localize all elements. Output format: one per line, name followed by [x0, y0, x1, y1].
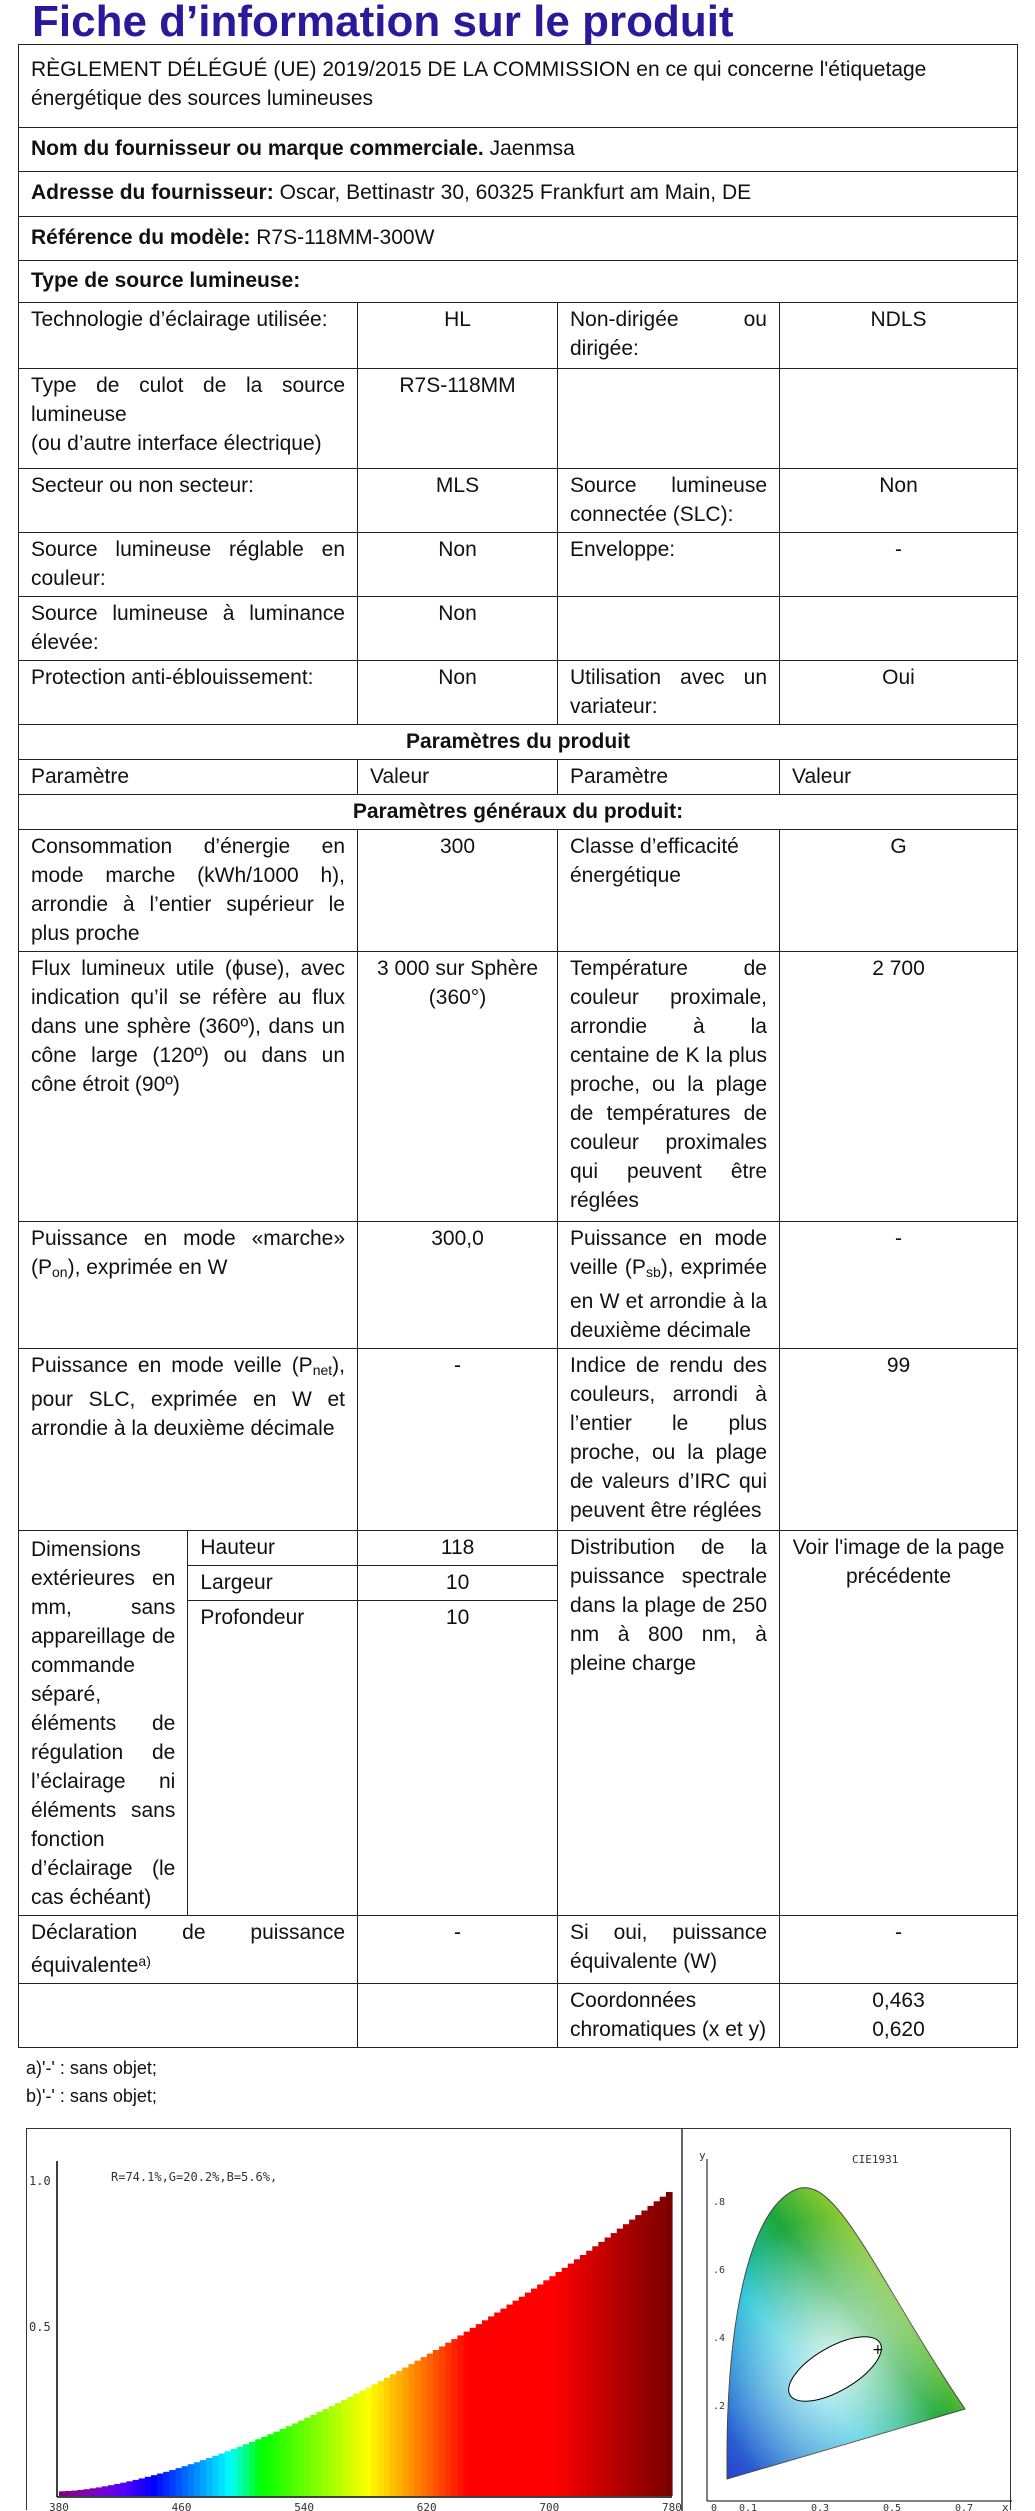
- address-value: Oscar, Bettinastr 30, 60325 Frankfurt am Main, DE: [279, 181, 752, 204]
- spectrum-bar: [249, 2442, 256, 2496]
- p-sb-value: -: [780, 1222, 1018, 1349]
- cie-x-tick: 0: [711, 2503, 718, 2511]
- spectrum-x-tick: 380: [49, 2501, 69, 2511]
- spectrum-bar: [586, 2251, 593, 2496]
- p-sb-label-a: Puissance en mode veille (P: [570, 1227, 767, 1279]
- dimensions-cell: [19, 1531, 558, 1916]
- cap-row: [19, 369, 1018, 469]
- spectrum-bar: [457, 2335, 464, 2496]
- spectrum-bar: [666, 2192, 673, 2496]
- spectrum-bar: [433, 2350, 440, 2496]
- spectrum-bar: [298, 2421, 305, 2496]
- spectrum-bar: [464, 2332, 471, 2496]
- cie-x-tick: 0.1: [739, 2503, 758, 2511]
- spectrum-bar: [114, 2484, 121, 2496]
- empty-cell: [358, 1984, 558, 2048]
- efficiency-label: Classe d’efficacité énergétique: [558, 830, 780, 952]
- consumption-label: Consommation d’énergie en mode marche (kWh/1000 h), arrondie à l’entier supérieur le plus proche: [19, 830, 358, 952]
- spectrum-bar: [635, 2215, 642, 2496]
- dimensions-label: Dimensions extérieures en mm, sans appareillage de commande séparé, éléments de régulation de l’éclairage ni éléments sans fonction d’éclairage (le cas échéant): [19, 1531, 188, 1915]
- cie-x-tick: 0.7: [955, 2503, 974, 2511]
- spectrum-bar: [169, 2470, 176, 2496]
- p-net-subscript: net: [312, 1362, 333, 1378]
- spectrum-bar: [439, 2346, 446, 2496]
- color-tunable-value: Non: [358, 533, 558, 597]
- envelope-value: -: [780, 533, 1018, 597]
- spectrum-bar: [71, 2491, 78, 2496]
- regulation-text: RÈGLEMENT DÉLÉGUÉ (UE) 2019/2015 DE LA COMMISSION en ce qui concerne l'étiquetage énergétique des sources lumineuses: [19, 45, 1018, 128]
- spectrum-bar: [96, 2487, 103, 2496]
- spectrum-y-tick: 0.5: [29, 2320, 51, 2334]
- p-sb-label: [558, 1222, 780, 1349]
- footnote-b: b)'-' : sans objet;: [26, 2086, 157, 2106]
- dimensions-subtable: [19, 1531, 557, 1915]
- params-heading-row: [19, 725, 1018, 760]
- spectrum-bar: [366, 2388, 373, 2497]
- spectrum-bar: [488, 2316, 495, 2496]
- spectrum-bar: [353, 2394, 360, 2496]
- spectrum-bar: [206, 2458, 213, 2496]
- spectrum-bar: [59, 2491, 66, 2496]
- depth-value: 10: [358, 1601, 557, 1916]
- address-row: [19, 172, 1018, 217]
- spectrum-x-tick: 780: [662, 2501, 682, 2511]
- equiv-label: [19, 1916, 358, 1984]
- spectrum-bar: [218, 2454, 225, 2496]
- flux-label: Flux lumineux utile (ɸuse), avec indication qu’il se réfère au flux dans une sphère (360º), dans un cône large (120º) ou dans un cône étroit (90º): [19, 952, 358, 1222]
- dimmer-value: Oui: [780, 661, 1018, 725]
- tech-label: Technologie d’éclairage utilisée:: [19, 303, 358, 369]
- high-luminance-value: Non: [358, 597, 558, 661]
- spectrum-bar: [415, 2361, 422, 2496]
- spectrum-bar: [237, 2447, 244, 2496]
- spectrum-x-tick: 620: [416, 2501, 437, 2511]
- p-on-label-a: Puissance en mode «marche» (P: [31, 1227, 345, 1279]
- spectrum-bar: [243, 2444, 250, 2496]
- address-label: Adresse du fournisseur:: [31, 181, 274, 204]
- antiglare-label: Protection anti-éblouissement:: [19, 661, 358, 725]
- spectrum-bar: [145, 2477, 152, 2496]
- width-label: Largeur: [188, 1566, 358, 1601]
- mains-label: Secteur ou non secteur:: [19, 469, 358, 533]
- spectrum-bar: [574, 2259, 581, 2496]
- spectrum-bar: [286, 2426, 293, 2496]
- connected-value: Non: [780, 469, 1018, 533]
- spectrum-bar: [261, 2437, 268, 2496]
- spectrum-bar: [65, 2491, 72, 2496]
- spectrum-bar: [90, 2488, 97, 2496]
- cie-y-tick: .2: [713, 2401, 726, 2412]
- chromaticity-label: Coordonnées chromatiques (x et y): [558, 1984, 780, 2048]
- empty-cell: [558, 597, 780, 661]
- efficiency-value: G: [780, 830, 1018, 952]
- spectrum-bar: [396, 2371, 403, 2496]
- spectrum-bar: [500, 2309, 507, 2496]
- spectrum-bar: [102, 2486, 109, 2496]
- page-title: Fiche d’information sur le produit: [32, 0, 734, 46]
- spectrum-bar: [519, 2297, 526, 2496]
- spectrum-bar: [470, 2328, 477, 2496]
- spectrum-bar: [641, 2211, 648, 2497]
- connected-label: Source lumineuse connectée (SLC):: [558, 469, 780, 533]
- spectrum-bar: [654, 2201, 661, 2496]
- spectrum-bar: [347, 2397, 354, 2496]
- cie-y-tick: .8: [713, 2197, 726, 2208]
- flux-value: 3 000 sur Sphère (360°): [358, 952, 558, 1222]
- p-on-row: [19, 1222, 1018, 1349]
- depth-label: Profondeur: [188, 1601, 358, 1916]
- spectrum-bar: [623, 2224, 630, 2496]
- spectrum-bar: [598, 2242, 605, 2496]
- p-on-label: [19, 1222, 358, 1349]
- spectrum-bar: [378, 2381, 385, 2496]
- equiv-power-label: Si oui, puissance équivalente (W): [558, 1916, 780, 1984]
- spectrum-bar: [568, 2264, 575, 2496]
- col-param-header: Paramètre: [558, 760, 780, 795]
- flux-row: [19, 952, 1018, 1222]
- empty-cell: [780, 597, 1018, 661]
- spectrum-bar: [562, 2268, 569, 2496]
- chromaticity-x: 0,463: [872, 1989, 925, 2012]
- chromaticity-values: [780, 1984, 1018, 2048]
- high-luminance-label: Source lumineuse à luminance élevée:: [19, 597, 358, 661]
- equiv-superscript: a): [138, 1953, 151, 1969]
- spectrum-bar: [445, 2343, 452, 2496]
- model-label: Référence du modèle:: [31, 226, 251, 249]
- cie-title: CIE1931: [852, 2153, 899, 2166]
- spectrum-bars: [59, 2192, 673, 2496]
- spectrum-bar: [182, 2466, 189, 2496]
- p-sb-subscript: sb: [645, 1264, 661, 1280]
- spectral-value: Voir l'image de la page précédente: [780, 1531, 1018, 1916]
- cie-y-axis-label: y: [699, 2149, 706, 2162]
- cri-label: Indice de rendu des couleurs, arrondi à l’entier le plus proche, ou la plage de valeurs d’IRC qui peuvent être réglées: [558, 1349, 780, 1531]
- spectrum-bar: [329, 2406, 336, 2496]
- type-heading-row: [19, 261, 1018, 303]
- cie-x-tick: 0.3: [811, 2503, 830, 2511]
- model-row: [19, 217, 1018, 261]
- model-value: R7S-118MM-300W: [256, 226, 435, 249]
- product-information-sheet: [18, 0, 1017, 2110]
- p-net-label: [19, 1349, 358, 1531]
- spectrum-bar: [267, 2434, 274, 2496]
- spectrum-bar: [77, 2490, 84, 2496]
- chromaticity-row: [19, 1984, 1018, 2048]
- color-tunable-row: [19, 533, 1018, 597]
- spectral-label: Distribution de la puissance spectrale dans la plage de 250 nm à 800 nm, à pleine charge: [558, 1531, 780, 1916]
- p-on-value: 300,0: [358, 1222, 558, 1349]
- cie-white-region: [727, 2188, 965, 2479]
- p-net-row: [19, 1349, 1018, 1531]
- spectrum-bar: [660, 2197, 667, 2496]
- spectrum-bar: [151, 2475, 158, 2496]
- cap-label-line2: (ou d’autre interface électrique): [31, 432, 322, 455]
- spectrum-figure: [26, 2128, 1011, 2510]
- cct-value: 2 700: [780, 952, 1018, 1222]
- chromaticity-y: 0,620: [872, 2018, 925, 2041]
- spectrum-bar: [531, 2289, 538, 2496]
- spectrum-bar: [494, 2313, 501, 2497]
- spectrum-bar: [549, 2276, 556, 2496]
- empty-cell: [19, 1984, 358, 2048]
- spectrum-bar: [617, 2229, 624, 2496]
- spectrum-bar: [537, 2285, 544, 2497]
- directed-value: NDLS: [780, 303, 1018, 369]
- p-on-subscript: on: [52, 1264, 68, 1280]
- p-net-label-b: ), pour SLC, exprimée en W et arrondie à la deuxième décimale: [31, 1354, 345, 1440]
- spectrum-bar: [605, 2238, 612, 2497]
- params-columns-row: [19, 760, 1018, 795]
- spectrum-bar: [427, 2354, 434, 2496]
- type-heading: Type de source lumineuse:: [19, 261, 1018, 303]
- spectrum-bar: [543, 2280, 550, 2496]
- spectrum-x-tick: 700: [539, 2501, 560, 2511]
- spectrum-bar: [200, 2460, 207, 2496]
- color-tunable-label: Source lumineuse réglable en couleur:: [19, 533, 358, 597]
- spectrum-bar: [648, 2206, 655, 2496]
- envelope-label: Enveloppe:: [558, 533, 780, 597]
- spectrum-bar: [384, 2378, 391, 2496]
- cie-x-tick: 0.5: [883, 2503, 902, 2511]
- spectrum-bar: [408, 2364, 415, 2496]
- spectrum-bar: [629, 2220, 636, 2496]
- spectrum-panel: [29, 2161, 682, 2511]
- product-table: [18, 44, 1018, 2048]
- footnote-a: a)'-' : sans objet;: [26, 2058, 157, 2078]
- height-label: Hauteur: [188, 1531, 358, 1566]
- cie-marker-icon: +: [872, 2342, 884, 2358]
- mains-row: [19, 469, 1018, 533]
- spectrum-bar: [231, 2449, 238, 2496]
- spectrum-bar: [139, 2478, 146, 2496]
- tech-value: HL: [358, 303, 558, 369]
- tech-row: [19, 303, 1018, 369]
- width-value: 10: [358, 1566, 557, 1601]
- cie-y-tick: .6: [713, 2265, 726, 2276]
- empty-cell: [780, 369, 1018, 469]
- spectrum-bar: [421, 2357, 428, 2496]
- spectrum-bar: [304, 2418, 311, 2496]
- spectrum-caption: R=74.1%,G=20.2%,B=5.6%,: [111, 2170, 278, 2184]
- spectrum-bar: [372, 2384, 379, 2496]
- col-value-header: Valeur: [780, 760, 1018, 795]
- spectrum-bar: [513, 2301, 520, 2496]
- antiglare-value: Non: [358, 661, 558, 725]
- spectrum-bar: [280, 2429, 287, 2496]
- spectrum-bar: [359, 2391, 366, 2496]
- cie-panel: [699, 2149, 1012, 2511]
- spectrum-bar: [212, 2456, 219, 2496]
- spectrum-y-tick: 1.0: [29, 2174, 51, 2188]
- figure-svg: [27, 2129, 1012, 2511]
- spectrum-bar: [592, 2246, 599, 2496]
- spectrum-bar: [126, 2481, 133, 2496]
- spectrum-bar: [108, 2485, 115, 2496]
- spectrum-bar: [556, 2272, 563, 2496]
- spectrum-bar: [176, 2468, 183, 2496]
- mains-value: MLS: [358, 469, 558, 533]
- spectrum-bar: [188, 2464, 195, 2496]
- high-luminance-row: [19, 597, 1018, 661]
- col-param-header: Paramètre: [19, 760, 358, 795]
- spectrum-bar: [611, 2233, 618, 2496]
- cie-x-axis-label: x: [1002, 2501, 1009, 2511]
- spectrum-bar: [274, 2432, 281, 2496]
- supplier-value: Jaenmsa: [489, 137, 575, 160]
- general-heading-row: [19, 795, 1018, 830]
- cri-value: 99: [780, 1349, 1018, 1531]
- col-value-header: Valeur: [358, 760, 558, 795]
- spectrum-bar: [580, 2255, 587, 2496]
- directed-label: Non-dirigée ou dirigée:: [558, 303, 780, 369]
- spectrum-bar: [163, 2472, 170, 2496]
- equiv-value: -: [358, 1916, 558, 1984]
- antiglare-row: [19, 661, 1018, 725]
- spectrum-bar: [323, 2409, 330, 2496]
- equiv-power-value: -: [780, 1916, 1018, 1984]
- spectrum-bar: [341, 2400, 348, 2496]
- regulation-row: [19, 45, 1018, 128]
- spectrum-bar: [451, 2339, 458, 2496]
- spectrum-bar: [335, 2403, 342, 2496]
- spectrum-bar: [157, 2474, 164, 2497]
- height-value: 118: [358, 1531, 557, 1566]
- p-sb-label-b: ), exprimée en W et arrondie à la deuxième décimale: [570, 1256, 767, 1342]
- spectrum-x-tick: 460: [171, 2501, 192, 2511]
- cap-label: [19, 369, 358, 469]
- spectrum-bar: [402, 2368, 409, 2497]
- empty-cell: [558, 369, 780, 469]
- cap-label-line1: Type de culot de la source lumineuse: [31, 374, 345, 426]
- consumption-value: 300: [358, 830, 558, 952]
- spectrum-bar: [133, 2480, 140, 2496]
- p-on-label-b: ), exprimée en W: [67, 1256, 228, 1279]
- spectrum-bar: [120, 2483, 127, 2496]
- cie-y-tick: .4: [713, 2333, 726, 2344]
- spectrum-bar: [317, 2412, 324, 2496]
- spectrum-bar: [255, 2439, 262, 2496]
- spectrum-bar: [84, 2489, 91, 2496]
- params-heading: Paramètres du produit: [19, 725, 1018, 760]
- p-net-value: -: [358, 1349, 558, 1531]
- spectrum-bar: [525, 2293, 532, 2496]
- spectrum-bar: [194, 2462, 201, 2496]
- supplier-row: [19, 128, 1018, 172]
- dimmer-label: Utilisation avec un variateur:: [558, 661, 780, 725]
- consumption-row: [19, 830, 1018, 952]
- spectrum-bar: [507, 2305, 514, 2496]
- spectrum-bar: [482, 2320, 489, 2496]
- p-net-label-a: Puissance en mode veille (P: [31, 1354, 313, 1377]
- dimensions-row: [19, 1531, 1018, 1916]
- equiv-label-text: Déclaration de puissance équivalente: [31, 1921, 345, 1977]
- supplier-label: Nom du fournisseur ou marque commerciale.: [31, 137, 484, 160]
- spectrum-bar: [310, 2415, 317, 2496]
- footnotes: [18, 2054, 1017, 2110]
- spectrum-bar: [476, 2324, 483, 2496]
- cap-value: R7S-118MM: [358, 369, 558, 469]
- spectrum-bar: [225, 2451, 232, 2496]
- cct-label: Température de couleur proximale, arrondie à la centaine de K la plus proche, ou la plage de températures de couleur proximales qui peuvent être réglées: [558, 952, 780, 1222]
- equivalence-row: [19, 1916, 1018, 1984]
- spectrum-bar: [292, 2423, 299, 2496]
- spectrum-bar: [390, 2374, 397, 2496]
- general-heading: Paramètres généraux du produit:: [19, 795, 1018, 830]
- spectrum-x-tick: 540: [294, 2501, 315, 2511]
